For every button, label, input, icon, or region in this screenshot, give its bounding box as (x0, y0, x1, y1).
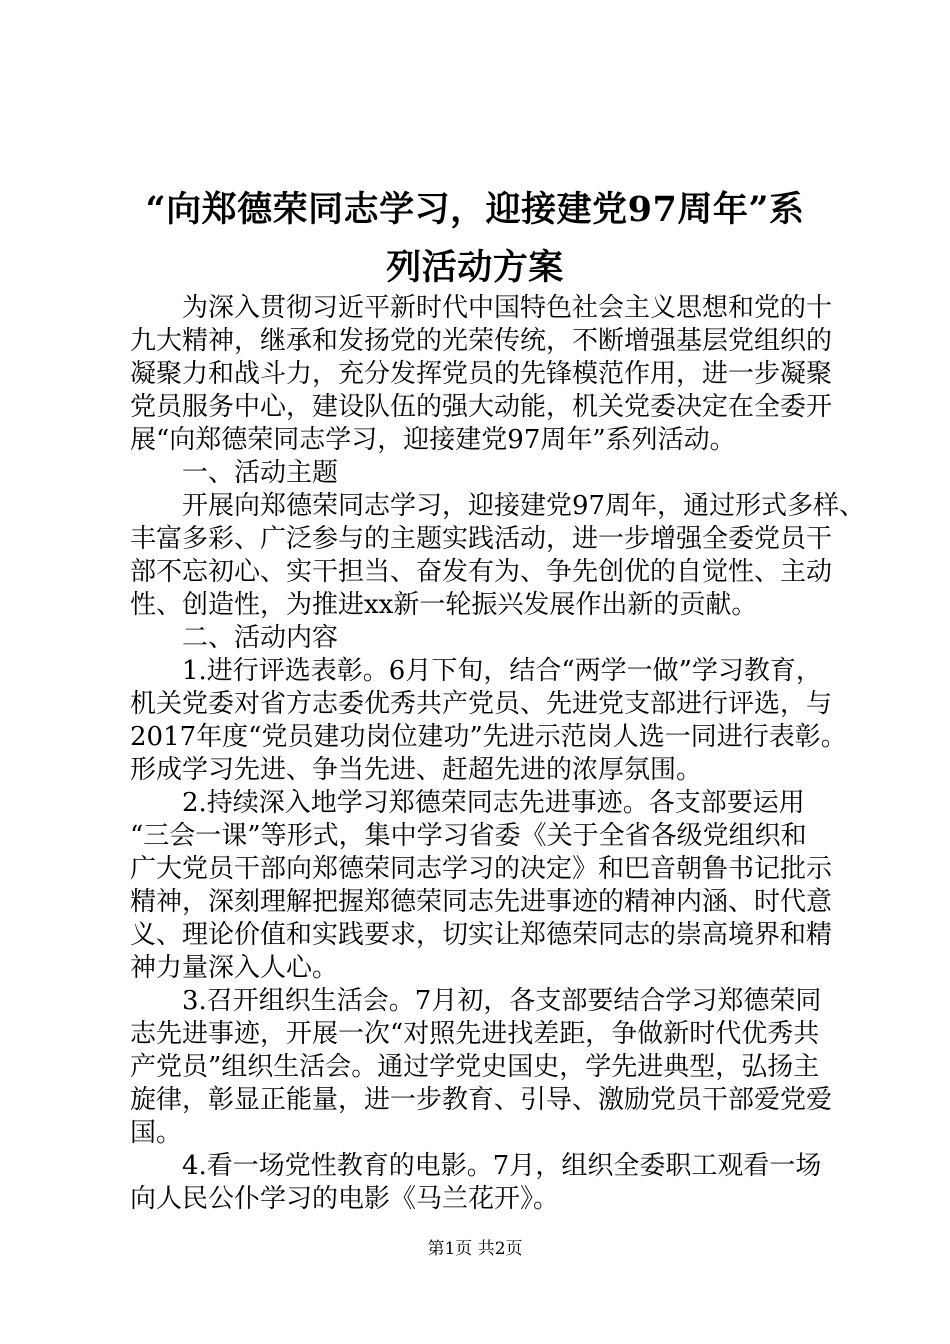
text-line: 形成学习先进、争当先进、赶超先进的浓厚氛围。 (130, 755, 703, 785)
text-line: 旋律，彰显正能量，进一步教育、引导、激励党员干部爱党爱 (130, 1085, 833, 1115)
text-line: 机关党委对省方志委优秀共产党员、先进党支部进行评选，与 (130, 689, 833, 719)
text-line: 为深入贯彻习近平新时代中国特色社会主义思想和党的十 (182, 293, 833, 323)
text-line: 4.看一场党性教育的电影。7月，组织全委职工观看一场 (182, 1151, 822, 1181)
text-line: 义、理论价值和实践要求，切实让郑德荣同志的崇高境界和精 (130, 920, 833, 950)
text-line: 志先进事迹，开展一次“对照先进找差距，争做新时代优秀共 (130, 1019, 820, 1049)
text-line: 向人民公仆学习的电影《马兰花开》。 (130, 1184, 560, 1214)
document-title-line-2: 列活动方案 (386, 247, 564, 288)
text-line: 广大党员干部向郑德荣同志学习的决定》和巴音朝鲁书记批示 (130, 854, 833, 884)
text-line: 2017年度“党员建功岗位建功”先进示范岗人选一同进行表彰。 (130, 722, 847, 752)
text-line: 二、活动内容 (182, 623, 339, 653)
text-line: 国。 (130, 1118, 183, 1148)
text-line: 1.进行评选表彰。6月下旬，结合“两学一做”学习教育， (182, 656, 822, 686)
text-line: 性、创造性，为推进xx新一轮振兴发展作出新的贡献。 (130, 590, 758, 620)
text-line: 一、活动主题 (182, 458, 339, 488)
text-line: 九大精神，继承和发扬党的光荣传统，不断增强基层党组织的 (130, 326, 833, 356)
text-line: 2.持续深入地学习郑德荣同志先进事迹。各支部要运用 (182, 788, 805, 818)
text-line: “三会一课”等形式，集中学习省委《关于全省各级党组织和 (130, 821, 807, 851)
text-line: 开展向郑德荣同志学习，迎接建党97周年，通过形式多样、 (182, 491, 866, 521)
text-line: 凝聚力和战斗力，充分发挥党员的先锋模范作用，进一步凝聚 (130, 359, 833, 389)
text-line: 党员服务中心，建设队伍的强大动能，机关党委决定在全委开 (130, 392, 833, 422)
text-line: 3.召开组织生活会。7月初，各支部要结合学习郑德荣同 (182, 986, 822, 1016)
text-line: 产党员”组织生活会。通过学党史国史，学先进典型，弘扬主 (130, 1052, 820, 1082)
page-footer: 第1页 共2页 (427, 1239, 523, 1259)
document-body (130, 292, 866, 1216)
text-line: 丰富多彩、广泛参与的主题实践活动，进一步增强全委党员干 (130, 524, 833, 554)
text-line: 精神，深刻理解把握郑德荣同志先进事迹的精神内涵、时代意 (130, 887, 833, 917)
text-line: 展“向郑德荣同志学习，迎接建党97周年”系列活动。 (130, 425, 736, 455)
document-title-line-1: “向郑德荣同志学习，迎接建党97周年”系 (145, 189, 805, 230)
text-line: 神力量深入人心。 (130, 953, 339, 983)
text-line: 部不忘初心、实干担当、奋发有为、争先创优的自觉性、主动 (130, 557, 833, 587)
